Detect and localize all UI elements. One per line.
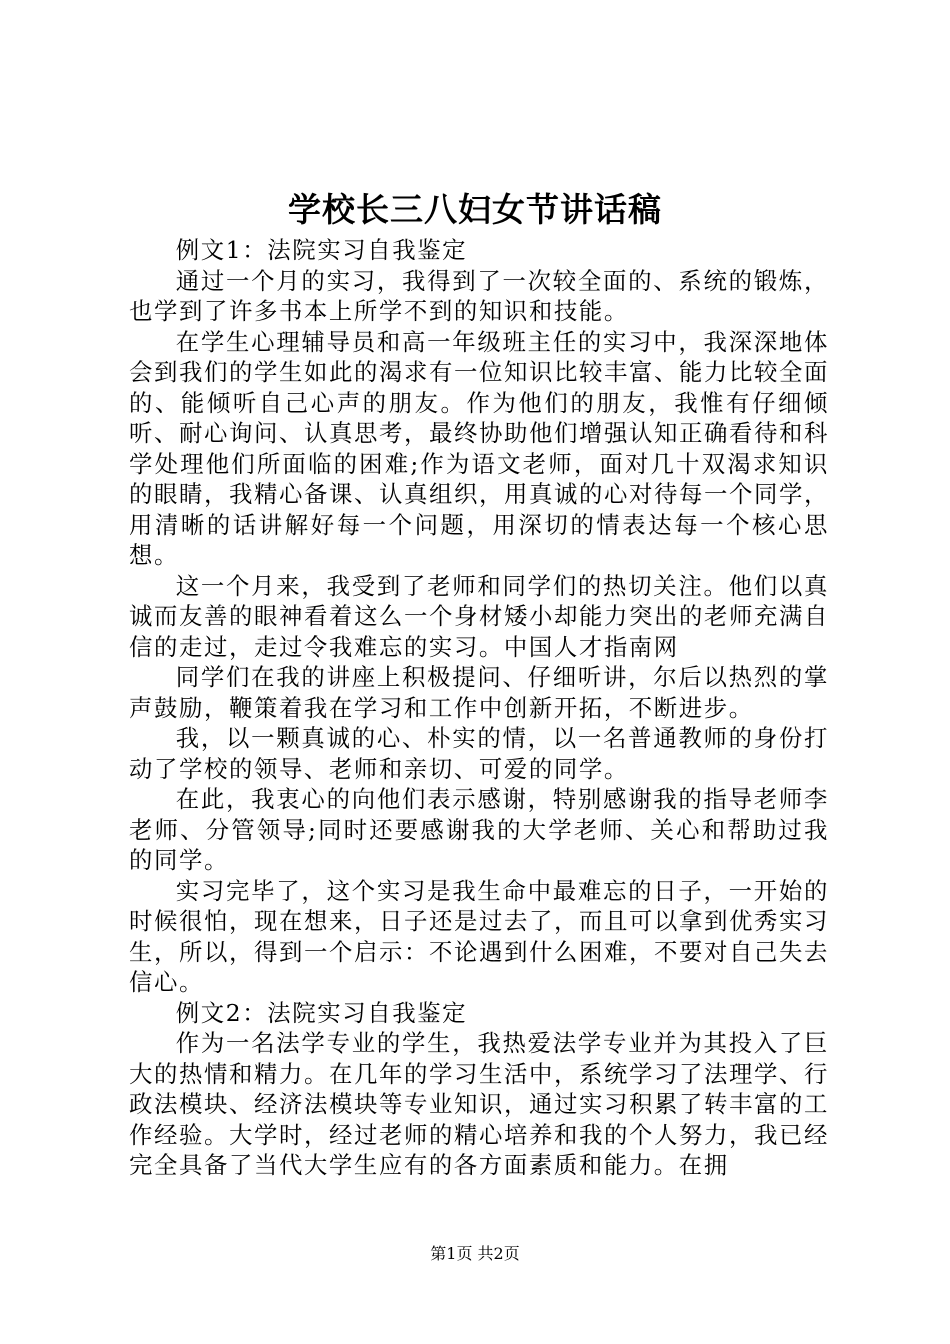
- paragraph: 这一个月来，我受到了老师和同学们的热切关注。他们以真诚而友善的眼神看着这么一个身材矮小却能力突出的老师充满自信的走过，走过令我难忘的实习。中国人才指南网: [129, 571, 829, 661]
- paragraph: 通过一个月的实习，我得到了一次较全面的、系统的锻炼，也学到了许多书本上所学不到的知识和技能。: [129, 266, 829, 325]
- paragraph: 我，以一颗真诚的心、朴实的情，以一名普通教师的身份打动了学校的领导、老师和亲切、可爱的同学。: [129, 724, 829, 783]
- paragraph: 同学们在我的讲座上积极提问、仔细听讲，尔后以热烈的掌声鼓励，鞭策着我在学习和工作中创新开拓，不断进步。: [129, 663, 829, 722]
- paragraph-example-1-heading: 例文1：法院实习自我鉴定: [175, 236, 468, 264]
- paragraph-example-2-heading: 例文2：法院实习自我鉴定: [175, 998, 468, 1027]
- document-title: 学校长三八妇女节讲话稿: [288, 190, 662, 229]
- page-number-footer: 第1页 共2页: [430, 1244, 520, 1263]
- paragraph: 作为一名法学专业的学生，我热爱法学专业并为其投入了巨大的热情和精力。在几年的学习生活中，系统学习了法理学、行政法模块、经济法模块等专业知识，通过实习积累了转丰富的工作经验。大学时，经过老师的精心培养和我的个人努力，我已经完全具备了当代大学生应有的各方面素质和能力。在拥: [129, 1029, 829, 1179]
- paragraph: 在学生心理辅导员和高一年级班主任的实习中，我深深地体会到我们的学生如此的渴求有一位知识比较丰富、能力比较全面的、能倾听自己心声的朋友。作为他们的朋友，我惟有仔细倾听、耐心询问、认真思考，最终协助他们增强认知正确看待和科学处理他们所面临的困难;作为语文老师，面对几十双渴求知识的眼睛，我精心备课、认真组织，用真诚的心对待每一个同学，用清晰的话讲解好每一个问题，用深切的情表达每一个核心思想。: [129, 327, 829, 569]
- paragraph: 在此，我衷心的向他们表示感谢，特别感谢我的指导老师李老师、分管领导;同时还要感谢我的大学老师、关心和帮助过我的同学。: [129, 785, 829, 874]
- paragraph: 实习完毕了，这个实习是我生命中最难忘的日子，一开始的时候很怕，现在想来，日子还是过去了，而且可以拿到优秀实习生，所以，得到一个启示：不论遇到什么困难，不要对自己失去信心。: [129, 876, 829, 996]
- document-body: [129, 235, 829, 1181]
